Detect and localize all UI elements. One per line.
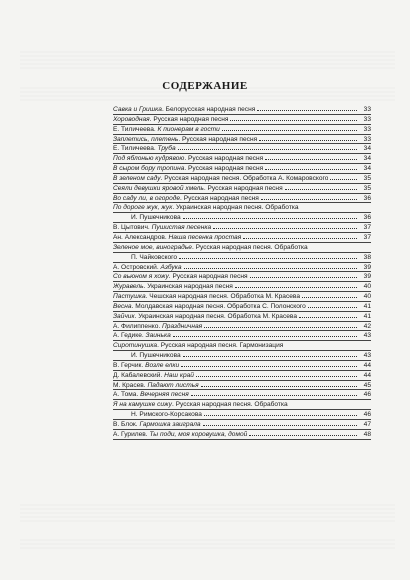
toc-entry-description: . Русская народная песня. Гармонизация bbox=[157, 342, 284, 350]
toc-entry-title: Сиротинушка bbox=[113, 342, 158, 350]
toc-entry-title: А. Тома. bbox=[113, 391, 141, 399]
toc-row-separator bbox=[113, 202, 371, 203]
toc-row-separator bbox=[113, 389, 371, 390]
toc-page-number: 33 bbox=[363, 106, 371, 113]
toc-entry-description: . Русская народная песня bbox=[203, 184, 283, 192]
toc-page-number: 35 bbox=[363, 174, 371, 182]
toc-page-number: 36 bbox=[363, 214, 371, 222]
toc-entry-title: Во саду ли, в огороде bbox=[113, 194, 181, 202]
toc-entry-title: М. Красев. bbox=[113, 381, 148, 389]
toc-page-number: 41 bbox=[363, 302, 371, 310]
toc-leader-dots bbox=[201, 386, 357, 387]
toc-row-separator bbox=[113, 399, 371, 400]
toc-entry-description: . Русская народная песня. Обработка bbox=[171, 401, 288, 409]
toc-leader-dots bbox=[330, 179, 357, 180]
toc-entry-title: Е. Тиличеева. bbox=[113, 145, 158, 153]
toc-leader-dots bbox=[173, 336, 357, 337]
toc-page-number: 34 bbox=[363, 145, 371, 153]
toc-leader-dots bbox=[203, 425, 357, 426]
toc-page-number: 43 bbox=[363, 332, 371, 340]
toc-entry-description: . Белорусская народная песня bbox=[161, 106, 256, 113]
toc-entry-title: А. Гедике. bbox=[113, 332, 146, 340]
toc-entry-description: Н. Римского-Корсакова bbox=[131, 411, 202, 419]
toc-page-number: 35 bbox=[363, 184, 371, 192]
toc-row-separator bbox=[113, 252, 371, 253]
toc-row-separator bbox=[113, 271, 371, 272]
toc-leader-dots bbox=[285, 189, 357, 190]
toc-row-separator bbox=[113, 350, 371, 351]
toc-entry-title: А. Островский. bbox=[113, 263, 161, 271]
toc-page-number: 38 bbox=[363, 253, 371, 261]
toc-leader-dots bbox=[257, 110, 357, 111]
toc-entry-title: Хороводная bbox=[113, 115, 150, 123]
toc-page-number: 40 bbox=[363, 293, 371, 301]
toc-page-number: 34 bbox=[363, 165, 371, 173]
toc-row-separator bbox=[113, 173, 371, 174]
toc-entry-description: Пушистая песенка bbox=[151, 224, 212, 232]
toc-leader-dots bbox=[178, 149, 357, 150]
toc-page-number: 39 bbox=[363, 263, 371, 271]
toc-row-separator bbox=[113, 301, 371, 302]
toc-entry-title: Я на камушке сижу bbox=[113, 401, 172, 409]
toc-entry-description: Праздничная bbox=[162, 322, 203, 330]
toc-entry-description: Труба bbox=[157, 145, 176, 153]
toc-page-number: 33 bbox=[363, 115, 371, 123]
toc-entry-description: . Русская народная песня bbox=[149, 115, 229, 123]
toc-page-number: 46 bbox=[363, 411, 371, 419]
toc-page-number: 46 bbox=[363, 391, 371, 399]
toc-entry-description: . Русская народная песня bbox=[178, 135, 258, 143]
toc-row-separator bbox=[113, 124, 371, 125]
toc-leader-dots bbox=[250, 277, 357, 278]
toc-entry-description: Падают листья bbox=[147, 381, 199, 389]
toc-row-separator bbox=[113, 291, 371, 292]
toc-row-separator bbox=[113, 419, 371, 420]
toc-row-separator bbox=[113, 321, 371, 322]
toc-entry-description: И. Пушечникова bbox=[131, 352, 181, 360]
toc-page-number: 44 bbox=[363, 371, 371, 379]
toc-page-number: 37 bbox=[363, 224, 371, 232]
toc-entry-description: . Русская народная песня bbox=[184, 155, 264, 163]
toc-entry-title: Е. Тиличеева. bbox=[113, 125, 158, 133]
toc-entry-description: Азбука bbox=[160, 263, 182, 271]
toc-page-number: 33 bbox=[363, 125, 371, 133]
toc-row-separator bbox=[113, 439, 371, 440]
toc-page-number: 39 bbox=[363, 273, 371, 281]
toc-page-number: 34 bbox=[363, 155, 371, 163]
toc-leader-dots bbox=[179, 258, 357, 259]
toc-entry-title: Под яблонью кудрявою bbox=[113, 155, 185, 163]
toc-entry-description: . Русская народная песня bbox=[180, 194, 259, 202]
toc-row-separator bbox=[113, 360, 371, 361]
page-title: СОДЕРЖАНИЕ bbox=[162, 80, 248, 92]
toc-entry-title: В. Цытович. bbox=[113, 224, 152, 232]
toc-leader-dots bbox=[204, 415, 357, 416]
toc-leader-dots bbox=[265, 169, 357, 170]
toc-entry-title: Зеленое мое, виноградье bbox=[113, 243, 192, 251]
toc-entry-description: . Украинская народная песня bbox=[143, 283, 233, 291]
toc-entry-description: Вечерняя песня bbox=[140, 391, 189, 399]
toc-row-separator bbox=[113, 262, 371, 263]
toc-page-number: 48 bbox=[363, 430, 371, 438]
toc-page-number: 33 bbox=[363, 135, 371, 143]
toc-entry-title: Сеяли девушки яровой хмель bbox=[113, 184, 204, 192]
toc-page-number: 37 bbox=[363, 233, 371, 241]
toc-entry-description: . Русская народная песня bbox=[184, 165, 264, 173]
toc-entry-title: А. Гурилев. bbox=[113, 430, 150, 438]
toc-leader-dots bbox=[302, 297, 357, 298]
toc-entry-title: В сыром бору тропина bbox=[113, 165, 185, 173]
toc-row-separator bbox=[113, 153, 371, 154]
toc-row-separator bbox=[113, 114, 371, 115]
toc-entry-title: Заплетись, плетень bbox=[113, 135, 179, 143]
toc-entry-description: П. Чайковского bbox=[131, 253, 178, 261]
toc-page-number: 47 bbox=[363, 421, 371, 428]
toc-row-separator bbox=[113, 311, 371, 312]
toc-entry-title: Зайчик bbox=[113, 312, 135, 320]
toc-entry-title: А. Филиппенко. bbox=[113, 322, 163, 330]
toc-leader-dots bbox=[259, 140, 357, 141]
toc-page-number: 42 bbox=[363, 322, 371, 330]
toc-entry-title: Журавель bbox=[113, 283, 144, 291]
toc-row-separator bbox=[113, 380, 371, 381]
toc-entry-description: . Чешская народная песня. Обработка М. Красева bbox=[145, 293, 300, 301]
toc-row-separator bbox=[113, 242, 371, 243]
toc-row-separator bbox=[113, 134, 371, 135]
toc-leader-dots bbox=[183, 356, 357, 357]
toc-leader-dots bbox=[308, 307, 357, 308]
toc-entry-description: . Русская народная песня. Обработка bbox=[191, 243, 308, 251]
toc-leader-dots bbox=[213, 228, 357, 229]
toc-entry-description: Ты поди, моя коровушка, домой bbox=[149, 430, 248, 438]
toc-entry-title: Д. Кабалевский. bbox=[113, 371, 165, 379]
toc-entry-description: К пионерам в гости bbox=[157, 125, 220, 133]
toc-entry-title: Пастушка bbox=[113, 293, 146, 301]
toc-entry-description: Наша песенка простая bbox=[168, 233, 242, 241]
toc-leader-dots bbox=[204, 327, 357, 328]
toc-row-separator bbox=[113, 281, 371, 282]
toc-page-number: 36 bbox=[363, 194, 371, 202]
toc-row-separator bbox=[113, 232, 371, 233]
toc-page-number: 45 bbox=[363, 381, 371, 389]
toc-row-separator bbox=[113, 222, 371, 223]
toc-leader-dots bbox=[183, 218, 357, 219]
toc-leader-dots bbox=[235, 287, 357, 288]
toc-leader-dots bbox=[299, 317, 357, 318]
toc-page-number: 43 bbox=[363, 352, 371, 360]
toc-entry-description: . Русская народная песня bbox=[168, 273, 248, 281]
toc-row-separator bbox=[113, 193, 371, 194]
toc-leader-dots bbox=[265, 159, 357, 160]
toc-entry-description: Заинька bbox=[145, 332, 171, 340]
toc-entry-title: Ан. Александров. bbox=[113, 233, 169, 241]
toc-leader-dots bbox=[184, 268, 357, 269]
toc-leader-dots bbox=[222, 130, 357, 131]
toc-leader-dots bbox=[230, 120, 357, 121]
toc-entry-title: Савка и Гришка bbox=[113, 106, 162, 113]
toc-entry-description: . Украинская народная песня. Обработка bbox=[172, 204, 299, 212]
toc-leader-dots bbox=[191, 395, 357, 396]
toc-entry-title: Со вьюном я хожу bbox=[113, 273, 169, 281]
toc-leader-dots bbox=[181, 366, 357, 367]
toc-entry-description: Возле елки bbox=[145, 361, 180, 369]
toc-entry-description: . Украинская народная песня. Обработка М. Красева bbox=[134, 312, 298, 320]
toc-entry-description: . Молдавская народная песня. Обработка С. Полонского bbox=[131, 302, 306, 310]
toc-row-separator bbox=[113, 143, 371, 144]
toc-entry-title: По дороге жук, жук bbox=[113, 204, 173, 212]
toc-row-separator bbox=[113, 429, 371, 430]
toc-page-number: 40 bbox=[363, 283, 371, 291]
toc-row-separator bbox=[113, 409, 371, 410]
toc-entry-description: . Русская народная песня. Обработка А. Комаровского bbox=[160, 174, 329, 182]
toc-row-separator bbox=[113, 340, 371, 341]
toc-row-separator bbox=[113, 212, 371, 213]
table-of-contents bbox=[113, 106, 371, 441]
toc-row-separator bbox=[113, 330, 371, 331]
toc-entry-description: И. Пушечникова bbox=[131, 214, 181, 222]
toc-entry-description: Наш край bbox=[164, 371, 194, 379]
toc-entry-title: В. Блок. bbox=[113, 421, 140, 428]
toc-leader-dots bbox=[243, 238, 357, 239]
toc-row-separator bbox=[113, 163, 371, 164]
toc-page-number: 44 bbox=[363, 361, 371, 369]
toc-entry-description: Гармошка заиграла bbox=[139, 421, 201, 428]
toc-leader-dots bbox=[261, 199, 357, 200]
toc-page-number: 41 bbox=[363, 312, 371, 320]
toc-row-separator bbox=[113, 370, 371, 371]
toc-entry-title: В зеленом саду bbox=[113, 174, 161, 182]
toc-leader-dots bbox=[249, 435, 357, 436]
toc-entry-title: В. Герчик. bbox=[113, 361, 146, 369]
toc-leader-dots bbox=[196, 376, 357, 377]
toc-row-separator bbox=[113, 183, 371, 184]
toc-entry-title: Весна bbox=[113, 302, 132, 310]
